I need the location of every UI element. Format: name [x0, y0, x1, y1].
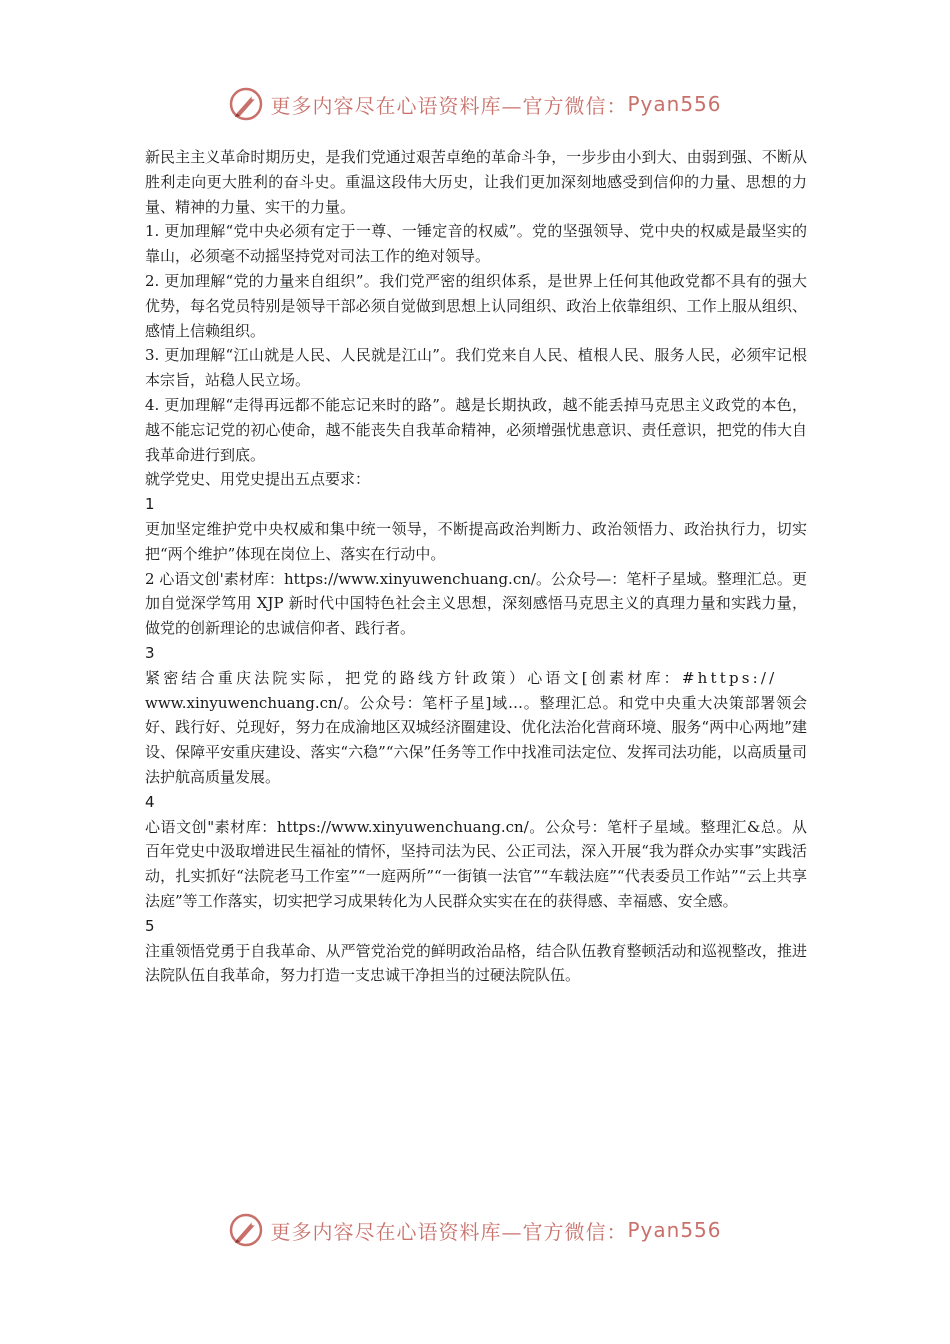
banner-text: 更多内容尽在心语资料库—官方微信：	[270, 93, 628, 118]
requirement-number-4: 4	[145, 792, 155, 811]
requirement-3-paragraph: www.xinyuwenchuang.cn/。公众号：笔杆子星]域…。整理汇总。和党中央重大决策部署领会好、践行好、兑现好，努力在成渝地区双城经济圈建设、优化法治化营商环境、服务“两中心两地”建设、保障平安重庆建设、落实“六稳”“六保”任务等工作中找准司法定位、发挥司法功能，以高质量司法护航高质量发展。	[145, 693, 807, 786]
wechat-id: Pyan556	[627, 92, 722, 116]
pen-logo-icon	[228, 1212, 264, 1248]
requirement-number-1: 1	[145, 495, 155, 514]
point-1-paragraph: 1. 更加理解“党中央必须有定于一尊、一锤定音的权威”。党的坚强领导、党中央的权威是最坚实的靠山，必须毫不动摇坚持党对司法工作的绝对领导。	[145, 222, 807, 266]
footer-banner	[0, 1208, 950, 1252]
wechat-id: Pyan556	[627, 1218, 722, 1242]
requirement-number-5: 5	[145, 916, 155, 935]
requirement-5-paragraph: 注重领悟党勇于自我革命、从严管党治党的鲜明政治品格，结合队伍教育整顿活动和巡视整改，推进法院队伍自我革命，努力打造一支忠诚干净担当的过硬法院队伍。	[145, 941, 807, 985]
requirement-4-paragraph: 心语文创"素材库：https://www.xinyuwenchuang.cn/。公众号：笔杆子星域。整理汇&总。从百年党史中汲取增进民生福祉的情怀，坚持司法为民、公正司法，深入开展“我为群众办实事”实践活动，扎实抓好“法院老马工作室”“一庭两所”“一街镇一法官”“车载法庭”“代表委员工作站”“云上共享法庭”等工作落实，切实把学习成果转化为人民群众实实在在的获得感、幸福感、安全感。	[145, 817, 807, 910]
pen-logo-icon	[228, 86, 264, 122]
header-banner	[0, 82, 950, 126]
requirement-3-first-line: 紧密结合重庆法院实际，把党的路线方针政策）心语文[创素材库：#https://	[145, 668, 778, 687]
requirement-1-paragraph: 更加坚定维护党中央权威和集中统一领导，不断提高政治判断力、政治领悟力、政治执行力，切实把“两个维护”体现在岗位上、落实在行动中。	[145, 519, 807, 563]
point-3-paragraph: 3. 更加理解“江山就是人民、人民就是江山”。我们党来自人民、植根人民、服务人民，必须牢记根本宗旨，站稳人民立场。	[145, 346, 807, 390]
intro-paragraph: 新民主主义革命时期历史，是我们党通过艰苦卓绝的革命斗争，一步步由小到大、由弱到强、不断从胜利走向更大胜利的奋斗史。重温这段伟大历史，让我们更加深刻地感受到信仰的力量、思想的力量、精神的力量、实干的力量。	[145, 148, 807, 216]
requirement-2-paragraph: 2 心语文创'素材库：https://www.xinyuwenchuang.cn/。公众号—：笔杆子星域。整理汇总。更加自觉深学笃用 XJP 新时代中国特色社会主义思想，深刻感悟马克思主义的真理力量和实践力量，做党的创新理论的忠诚信仰者、践行者。	[145, 569, 807, 638]
requirements-heading: 就学党史、用党史提出五点要求：	[145, 470, 371, 489]
point-2-paragraph: 2. 更加理解“党的力量来自组织”。我们党严密的组织体系，是世界上任何其他政党都不具有的强大优势，每名党员特别是领导干部必须自觉做到思想上认同组织、政治上依靠组织、工作上服从组织、感情上信赖组织。	[145, 271, 807, 340]
document-body	[145, 145, 807, 988]
requirement-number-3: 3	[145, 643, 155, 662]
banner-text: 更多内容尽在心语资料库—官方微信：	[270, 1219, 628, 1244]
point-4-paragraph: 4. 更加理解“走得再远都不能忘记来时的路”。越是长期执政，越不能丢掉马克思主义政党的本色，越不能忘记党的初心使命，越不能丧失自我革命精神，必须增强忧患意识、责任意识，把党的伟大自我革命进行到底。	[145, 395, 807, 464]
